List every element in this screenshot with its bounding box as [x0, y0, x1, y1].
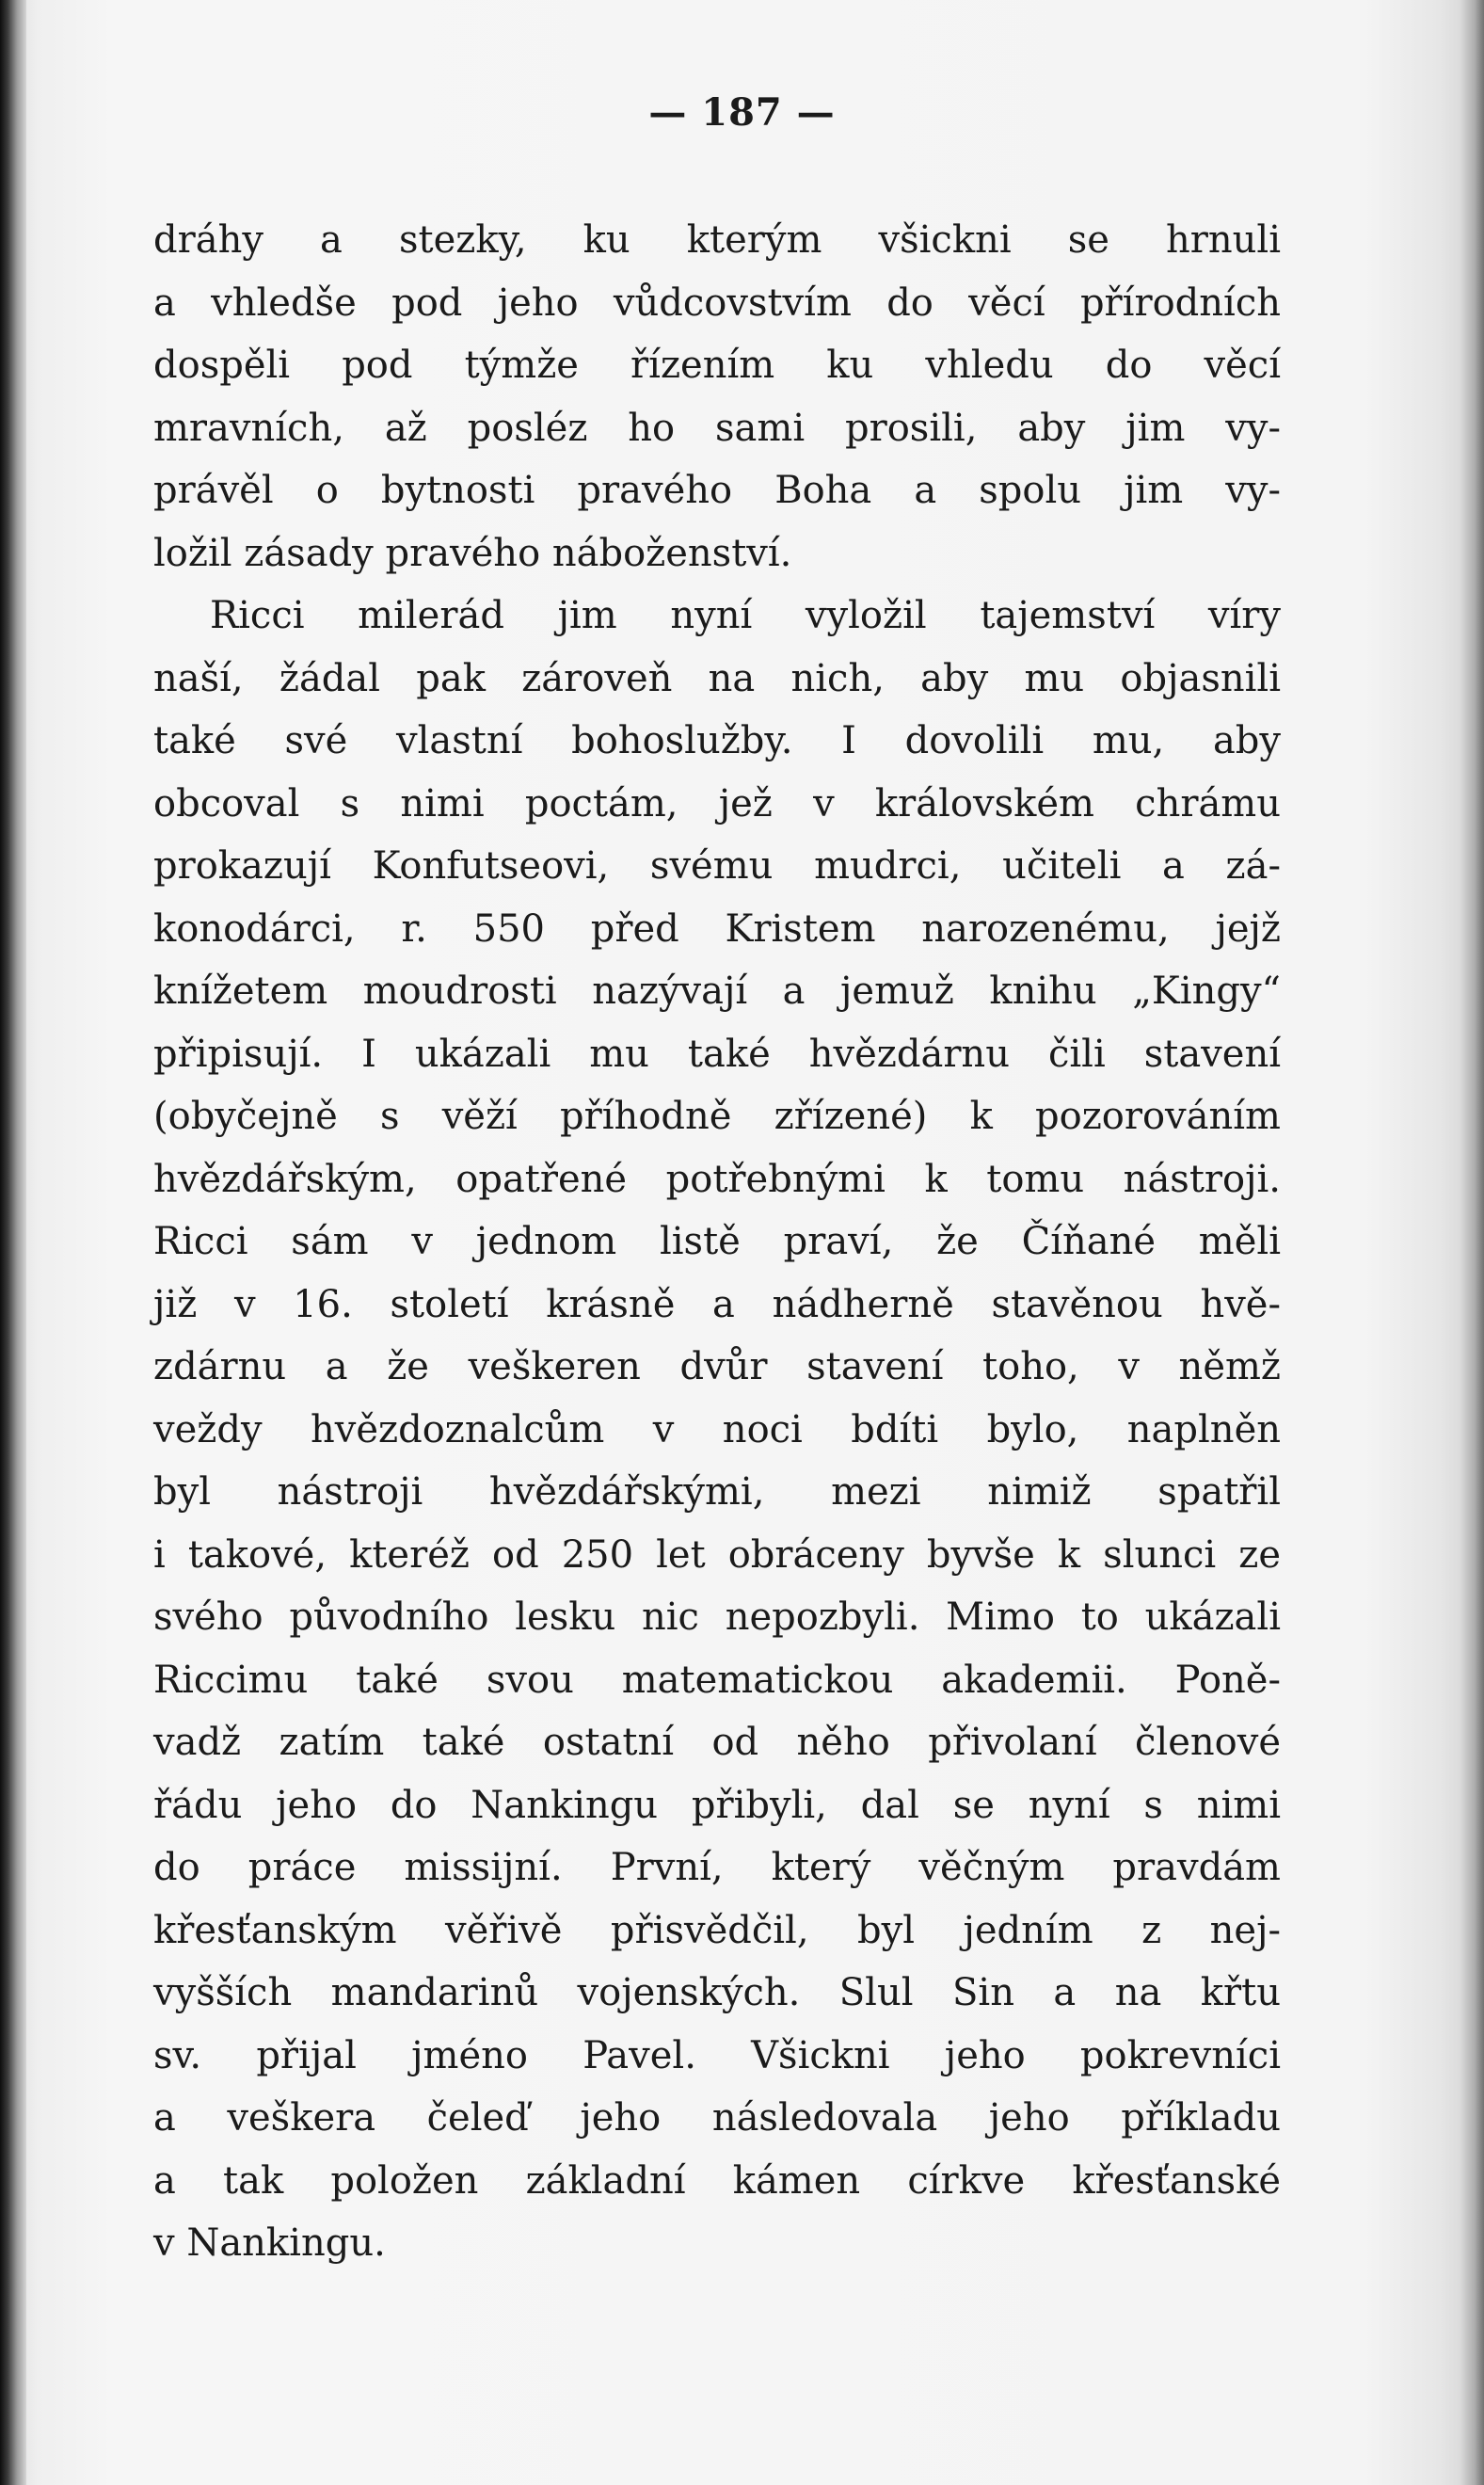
text-line: připisují. I ukázali mu také hvězdárnu čili stavení [153, 1032, 1281, 1076]
text-line: prokazují Konfutseovi, svému mudrci, učiteli a zá- [153, 844, 1281, 888]
text-line: i takové, kteréž od 250 let obráceny byvše k slunci ze [153, 1532, 1281, 1577]
text-line: již v 16. století krásně a nádherně stavěnou hvě- [153, 1282, 1281, 1326]
text-line: naší, žádal pak zároveň na nich, aby mu objasnili [153, 656, 1281, 700]
book-spine-shadow [0, 0, 26, 2485]
text-line: vyšších mandarinů vojenských. Slul Sin a na křtu [153, 1971, 1281, 2014]
text-line: sv. přijal jméno Pavel. Všickni jeho pokrevníci [153, 2033, 1281, 2077]
text-line: a tak položen základní kámen církve křesťanské [153, 2158, 1281, 2203]
text-line: svého původního lesku nic nepozbyli. Mimo to ukázali [153, 1595, 1281, 1639]
text-line: zdárnu a že veškeren dvůr stavení toho, v němž [153, 1345, 1281, 1388]
text-line: právěl o bytnosti pravého Boha a spolu jim vy- [153, 469, 1281, 512]
page-edge-shadow [1460, 0, 1484, 2485]
text-line: a veškera čeleď jeho následovala jeho příkladu [153, 2096, 1281, 2140]
text-line: ložil zásady pravého náboženství. [153, 531, 792, 575]
text-line: a vhledše pod jeho vůdcovstvím do věcí přírodních [153, 281, 1281, 325]
text-line: knížetem moudrosti nazývají a jemuž knihu „Kingy“ [153, 970, 1281, 1013]
body-text [153, 209, 1281, 2275]
text-line: vadž zatím také ostatní od něho přivolaní členové [153, 1721, 1281, 1764]
text-line: Ricci sám v jednom listě praví, že Číňané měli [153, 1220, 1281, 1263]
text-line: do práce missijní. První, který věčným pravdám [153, 1846, 1281, 1889]
text-line: hvězdářským, opatřené potřebnými k tomu nástroji. [153, 1157, 1281, 1201]
text-line: (obyčejně s věží příhodně zřízené) k pozorováním [153, 1095, 1281, 1138]
text-line: také své vlastní bohoslužby. I dovolili mu, aby [153, 719, 1281, 762]
text-line: řádu jeho do Nankingu přibyli, dal se nyní s nimi [153, 1783, 1281, 1827]
text-line: konodárci, r. 550 před Kristem narozenému, jejž [153, 906, 1281, 951]
text-line: obcoval s nimi poctám, jež v královském chrámu [153, 781, 1281, 826]
text-line: mravních, až posléz ho sami prosili, aby jim vy- [153, 406, 1281, 450]
page-number: — 187 — [648, 90, 836, 135]
text-line: byl nástroji hvězdářskými, mezi nimiž spatřil [153, 1470, 1281, 1514]
text-line: Riccimu také svou matematickou akademii. Poně- [153, 1658, 1281, 1702]
text-line: dráhy a stezky, ku kterým všickni se hrnuli [153, 218, 1281, 262]
text-line: dospěli pod týmže řízením ku vhledu do věcí [153, 344, 1281, 387]
text-line: v Nankingu. [153, 2221, 386, 2265]
text-line: křesťanským věřivě přisvědčil, byl jedním z nej- [153, 1908, 1281, 1952]
text-line: Ricci milerád jim nyní vyložil tajemství víry [210, 594, 1281, 637]
text-line: veždy hvězdoznalcům v noci bdíti bylo, naplněn [153, 1407, 1281, 1451]
